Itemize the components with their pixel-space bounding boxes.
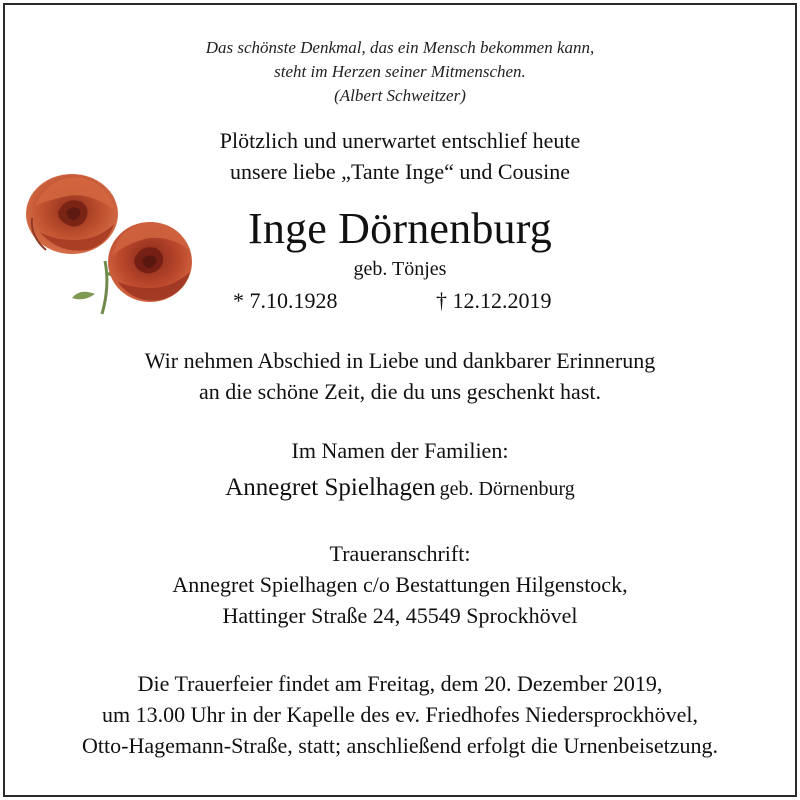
quote [0, 36, 800, 108]
quote-line: steht im Herzen seiner Mitmenschen. [274, 62, 526, 81]
funeral-service [0, 668, 800, 761]
deceased-name: Inge Dörnenburg [248, 204, 552, 253]
signer [0, 474, 800, 502]
address-heading: Traueranschrift: [329, 541, 471, 566]
address-line: Annegret Spielhagen c/o Bestattungen Hilgenstock, [172, 572, 628, 597]
quote-author: (Albert Schweitzer) [334, 86, 466, 105]
deceased-birth-name: geb. Tönjes [353, 258, 447, 280]
farewell-text [0, 345, 800, 407]
signer-birth-name: geb. Dörnenburg [439, 478, 575, 500]
service-line: um 13.00 Uhr in der Kapelle des ev. Friedhofes Niedersprockhövel, [101, 702, 699, 727]
farewell-line: an die schöne Zeit, die du uns geschenkt hast. [198, 379, 601, 404]
signer-name: Annegret Spielhagen [225, 474, 436, 501]
intro-line: unsere liebe „Tante Inge“ und Cousine [230, 159, 570, 184]
mourning-address [0, 538, 800, 631]
intro-line: Plötzlich und unerwartet entschlief heute [219, 128, 581, 153]
family-heading: Im Namen der Familien: [291, 438, 509, 463]
service-line: Die Trauerfeier findet am Freitag, dem 20. Dezember 2019, [137, 671, 663, 696]
farewell-line: Wir nehmen Abschied in Liebe und dankbarer Erinnerung [144, 348, 656, 373]
quote-line: Das schönste Denkmal, das ein Mensch bekommen kann, [205, 38, 595, 57]
service-line: Otto-Hagemann-Straße, statt; anschließend erfolgt die Urnenbeisetzung. [82, 733, 718, 758]
birth-date: * 7.10.1928 [233, 288, 338, 313]
address-line: Hattinger Straße 24, 45549 Sprockhövel [222, 603, 578, 628]
death-date: † 12.12.2019 [436, 288, 552, 313]
